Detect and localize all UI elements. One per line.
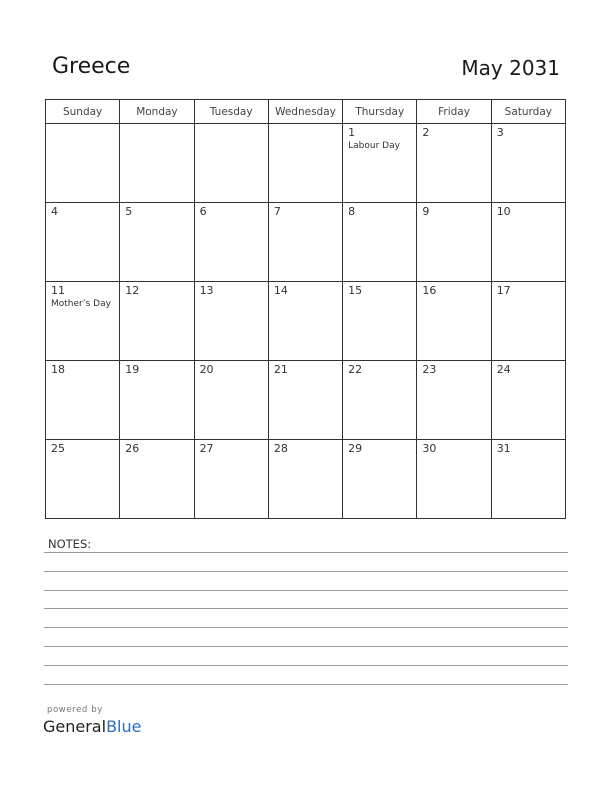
day-number: 7 [273,205,281,218]
day-cell [194,361,268,440]
day-number: 18 [51,363,65,376]
day-cell [268,361,342,440]
day-number: 2 [422,126,430,139]
notes-line [44,552,568,553]
day-cell [46,124,120,203]
day-number: 4 [51,205,58,218]
day-cell [194,440,268,519]
day-cell [120,361,194,440]
day-number: 14 [273,284,288,297]
day-number: 21 [273,363,288,376]
day-cell [491,124,565,203]
day-cell [120,440,194,519]
day-number: 11 [51,284,65,297]
calendar-grid [45,99,566,519]
day-cell [120,124,194,203]
day-number: 19 [125,363,140,376]
day-number: 30 [422,442,437,455]
day-number: 27 [199,442,214,455]
day-cell [120,282,194,361]
day-number: 8 [348,205,356,218]
day-cell [491,203,565,282]
country-title: Greece [52,54,131,79]
day-number: 12 [125,284,140,297]
day-cell [491,282,565,361]
day-cell [120,203,194,282]
notes-line [44,684,568,685]
day-number: 17 [496,284,511,297]
day-number: 15 [348,284,363,297]
day-cell [417,282,491,361]
day-number: 20 [199,363,214,376]
weekday-header-row [46,100,566,124]
day-number: 29 [348,442,363,455]
generalblue-logo[interactable] [43,717,141,736]
day-cell [194,282,268,361]
day-number: 24 [496,363,511,376]
notes-line [44,590,568,591]
day-cell [417,203,491,282]
weekday-saturday: Saturday [491,100,565,124]
brand-general: General [43,717,107,736]
holiday-label: Labour Day [348,141,400,151]
weekday-monday: Monday [120,100,194,124]
day-cell [268,282,342,361]
day-cell [343,440,417,519]
notes-line [44,665,568,666]
weekday-tuesday: Tuesday [194,100,268,124]
day-number: 5 [125,205,133,218]
month-year-title: May 2031 [461,56,560,80]
notes-line [44,571,568,572]
day-cell [194,203,268,282]
day-number: 22 [348,363,363,376]
day-cell [343,361,417,440]
week-row-1 [46,124,566,203]
day-number: 1 [348,126,356,139]
weekday-thursday: Thursday [343,100,417,124]
powered-by-text: powered by [47,705,103,715]
weekday-wednesday: Wednesday [268,100,342,124]
day-cell [491,361,565,440]
day-cell [268,203,342,282]
week-row-2 [46,203,566,282]
week-row-4 [46,361,566,440]
day-number: 31 [496,442,511,455]
brand-blue: Blue [106,717,142,736]
day-cell [194,124,268,203]
day-number: 23 [422,363,437,376]
day-cell [46,440,120,519]
day-cell [491,440,565,519]
day-cell [46,361,120,440]
day-cell [417,361,491,440]
day-number: 28 [273,442,288,455]
day-cell [417,124,491,203]
day-number: 13 [199,284,214,297]
notes-line [44,646,568,647]
day-number: 9 [422,205,430,218]
holiday-label: Mother’s Day [51,299,111,309]
notes-line [44,627,568,628]
weekday-sunday: Sunday [46,100,120,124]
day-cell [417,440,491,519]
day-cell [46,203,120,282]
week-row-3 [46,282,566,361]
day-cell [268,124,342,203]
notes-label: NOTES: [48,537,92,551]
day-number: 26 [125,442,140,455]
day-number: 10 [496,205,511,218]
day-number: 25 [51,442,65,455]
day-cell [268,440,342,519]
notes-line [44,608,568,609]
day-number: 16 [422,284,437,297]
day-cell [46,282,120,361]
day-cell [343,282,417,361]
day-cell [343,124,417,203]
day-cell [343,203,417,282]
day-number: 6 [199,205,207,218]
week-row-5 [46,440,566,519]
day-number: 3 [496,126,504,139]
weekday-friday: Friday [417,100,491,124]
